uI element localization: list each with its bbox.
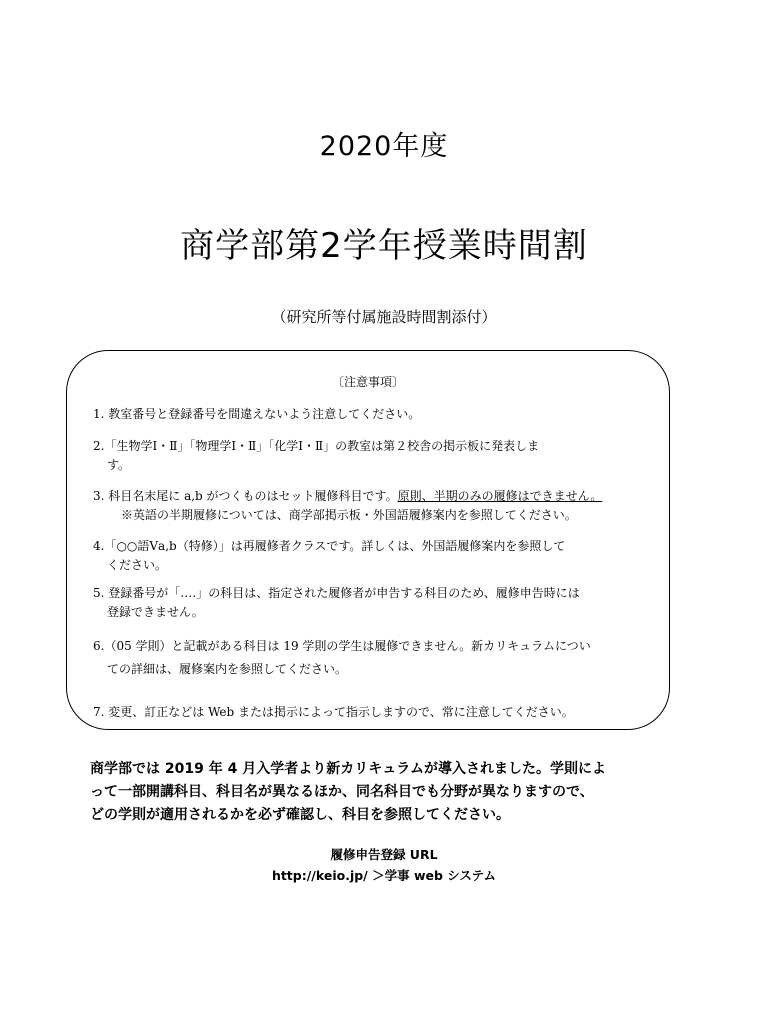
notice-item-4-line1: 4.「○○語Ⅴa,b（特修）」は再履修者クラスです。詳しくは、外国語履修案内を参照して xyxy=(93,539,566,553)
announcement-line-2: って一部開講科目、科目名が異なるほか、同名科目でも分野が異なりますので、 xyxy=(90,784,594,800)
registration-url-line xyxy=(0,866,768,884)
page-title: 商学部第2学年授業時間割 xyxy=(180,226,588,266)
notice-item-6 xyxy=(93,635,649,681)
notice-heading: 〔注意事項〕 xyxy=(331,375,404,389)
notice-item-2 xyxy=(93,437,649,475)
notice-item-7 xyxy=(93,703,649,722)
page-subtitle: （研究所等付属施設時間割添付） xyxy=(271,308,497,326)
notice-item-3 xyxy=(93,487,649,525)
notice-item-6-line1: 6.（05 学則）と記載がある科目は 19 学則の学生は履修できません。新カリキュラムについ xyxy=(93,639,591,653)
notice-item-6-line2: ての詳細は、履修案内を参照してください。 xyxy=(107,662,348,676)
notice-item-5-line1: 5. 登録番号が「‥‥」の科目は、指定された履修者が申告する科目のため、履修申告時には xyxy=(93,586,580,600)
notice-item-3-line1: 3. 科目名末尾に a,b がつくものはセット履修科目です。 xyxy=(93,489,398,503)
notice-item-3-line2: ※英語の半期履修については、商学部掲示板・外国語履修案内を参照してください。 xyxy=(121,508,577,522)
notice-box xyxy=(66,350,670,730)
notice-item-3-underlined: 原則、半期のみの履修はできません。 xyxy=(397,489,603,503)
notice-item-5-line2: 登録できません。 xyxy=(107,605,204,619)
announcement-line-1: 商学部では 2019 年 4 月入学者より新カリキュラムが導入されました。学則によ xyxy=(90,761,607,777)
notice-item-2-line1: 2.「生物学Ⅰ・Ⅱ」「物理学Ⅰ・Ⅱ」「化学Ⅰ・Ⅱ」の教室は第２校舎の掲示板に発表しま xyxy=(93,439,540,453)
registration-url-link[interactable]: http://keio.jp/ xyxy=(271,868,368,883)
announcement-line-3: どの学則が適用されるかを必ず確認し、科目を参照してください。 xyxy=(90,807,510,823)
registration-url-label: 履修申告登録 URL xyxy=(330,847,438,862)
notice-item-4 xyxy=(93,537,649,575)
notice-item-1 xyxy=(93,405,649,424)
notice-item-7-text: 7. 変更、訂正などは Web または掲示によって指示しますので、常に注意してください。 xyxy=(93,705,574,719)
notice-item-2-line2: す。 xyxy=(107,458,131,472)
curriculum-announcement xyxy=(90,758,690,827)
registration-system-path: ＞学事 web システム xyxy=(372,868,497,883)
academic-year: 2020年度 xyxy=(319,131,449,162)
notice-item-4-line2: ください。 xyxy=(107,558,168,572)
notice-item-1-text: 1. 教室番号と登録番号を間違えないよう注意してください。 xyxy=(93,407,421,421)
notice-item-5 xyxy=(93,584,649,622)
